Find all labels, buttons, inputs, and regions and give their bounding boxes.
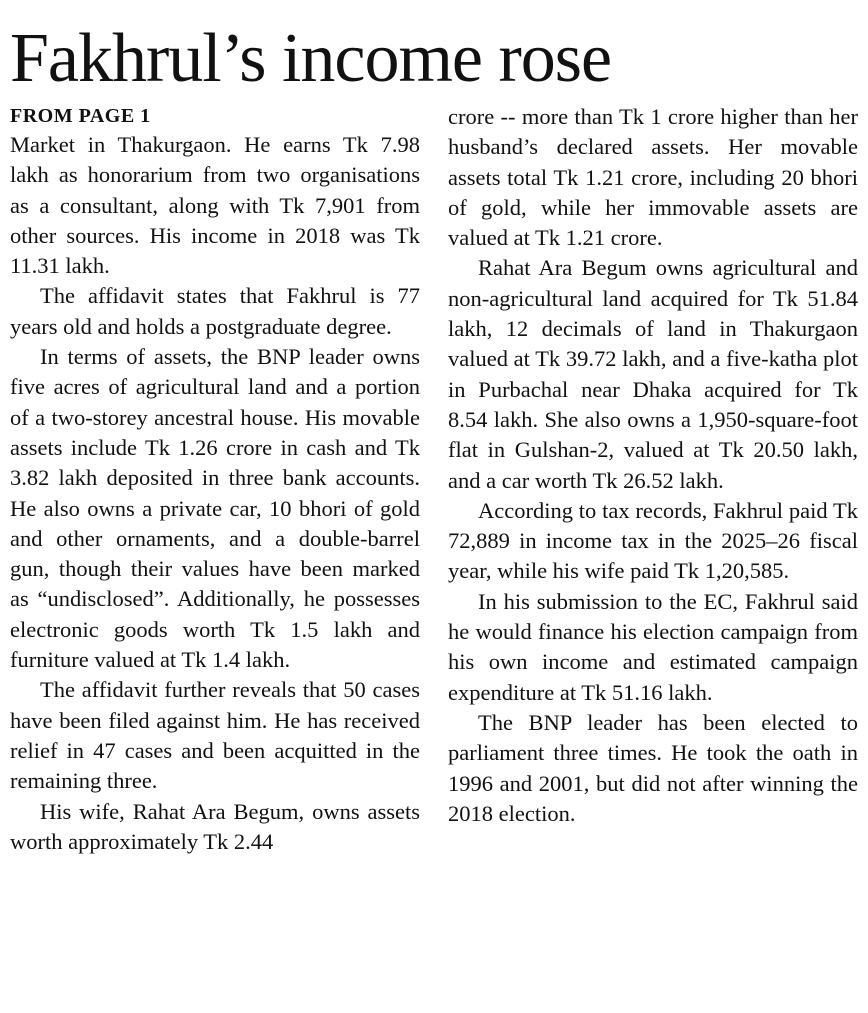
paragraph-left-5: His wife, Rahat Ara Begum, owns assets worth approximately Tk 2.44: [10, 798, 420, 854]
article-column-right: [448, 102, 858, 829]
paragraph-right-3: According to tax records, Fakhrul paid Tk 72,889 in income tax in the 2025–26 fiscal year, while his wife paid Tk 1,20,585.: [448, 497, 858, 584]
paragraph-right-1: crore -- more than Tk 1 crore higher than her husband’s declared assets. Her movable assets total Tk 1.21 crore, including 20 bhori of gold, while her immovable assets are valued at Tk 1.21 crore.: [448, 104, 858, 251]
paragraph-left-4: The affidavit further reveals that 50 cases have been filed against him. He has received relief in 47 cases and been acquitted in the remaining three.: [10, 677, 420, 794]
article-column-left: [10, 102, 420, 857]
jump-label: FROM PAGE 1: [10, 105, 151, 127]
paragraph-left-2: The affidavit states that Fakhrul is 77 years old and holds a postgraduate degree.: [10, 283, 420, 339]
paragraph-right-2: Rahat Ara Begum owns agricultural and non-agricultural land acquired for Tk 51.84 lakh, 12 decimals of land in Thakurgaon valued at Tk 39.72 lakh, and a five-katha plot in Purbachal near Dhaka acquired for Tk 8.54 lakh. She also owns a 1,950-square-foot flat in Gulshan-2, valued at Tk 20.50 lakh, and a car worth Tk 26.52 lakh.: [448, 255, 858, 493]
paragraph-left-1: Market in Thakurgaon. He earns Tk 7.98 lakh as honorarium from two organisations as a consultant, along with Tk 7,901 from other sources. His income in 2018 was Tk 11.31 lakh.: [10, 132, 420, 279]
paragraph-right-5: The BNP leader has been elected to parliament three times. He took the oath in 1996 and 2001, but did not after winning the 2018 election.: [448, 709, 858, 826]
paragraph-right-4: In his submission to the EC, Fakhrul said he would finance his election campaign from his own income and estimated campaign expenditure at Tk 51.16 lakh.: [448, 588, 858, 705]
paragraph-left-3: In terms of assets, the BNP leader owns five acres of agricultural land and a portion of a two-storey ancestral house. His movable assets include Tk 1.26 crore in cash and Tk 3.82 lakh deposited in three bank accounts. He also owns a private car, 10 bhori of gold and other ornaments, and a double-barrel gun, though their values have been marked as “undisclosed”. Additionally, he possesses electronic goods worth Tk 1.5 lakh and furniture valued at Tk 1.4 lakh.: [10, 344, 420, 673]
article-headline: Fakhrul’s income rose: [10, 20, 612, 97]
